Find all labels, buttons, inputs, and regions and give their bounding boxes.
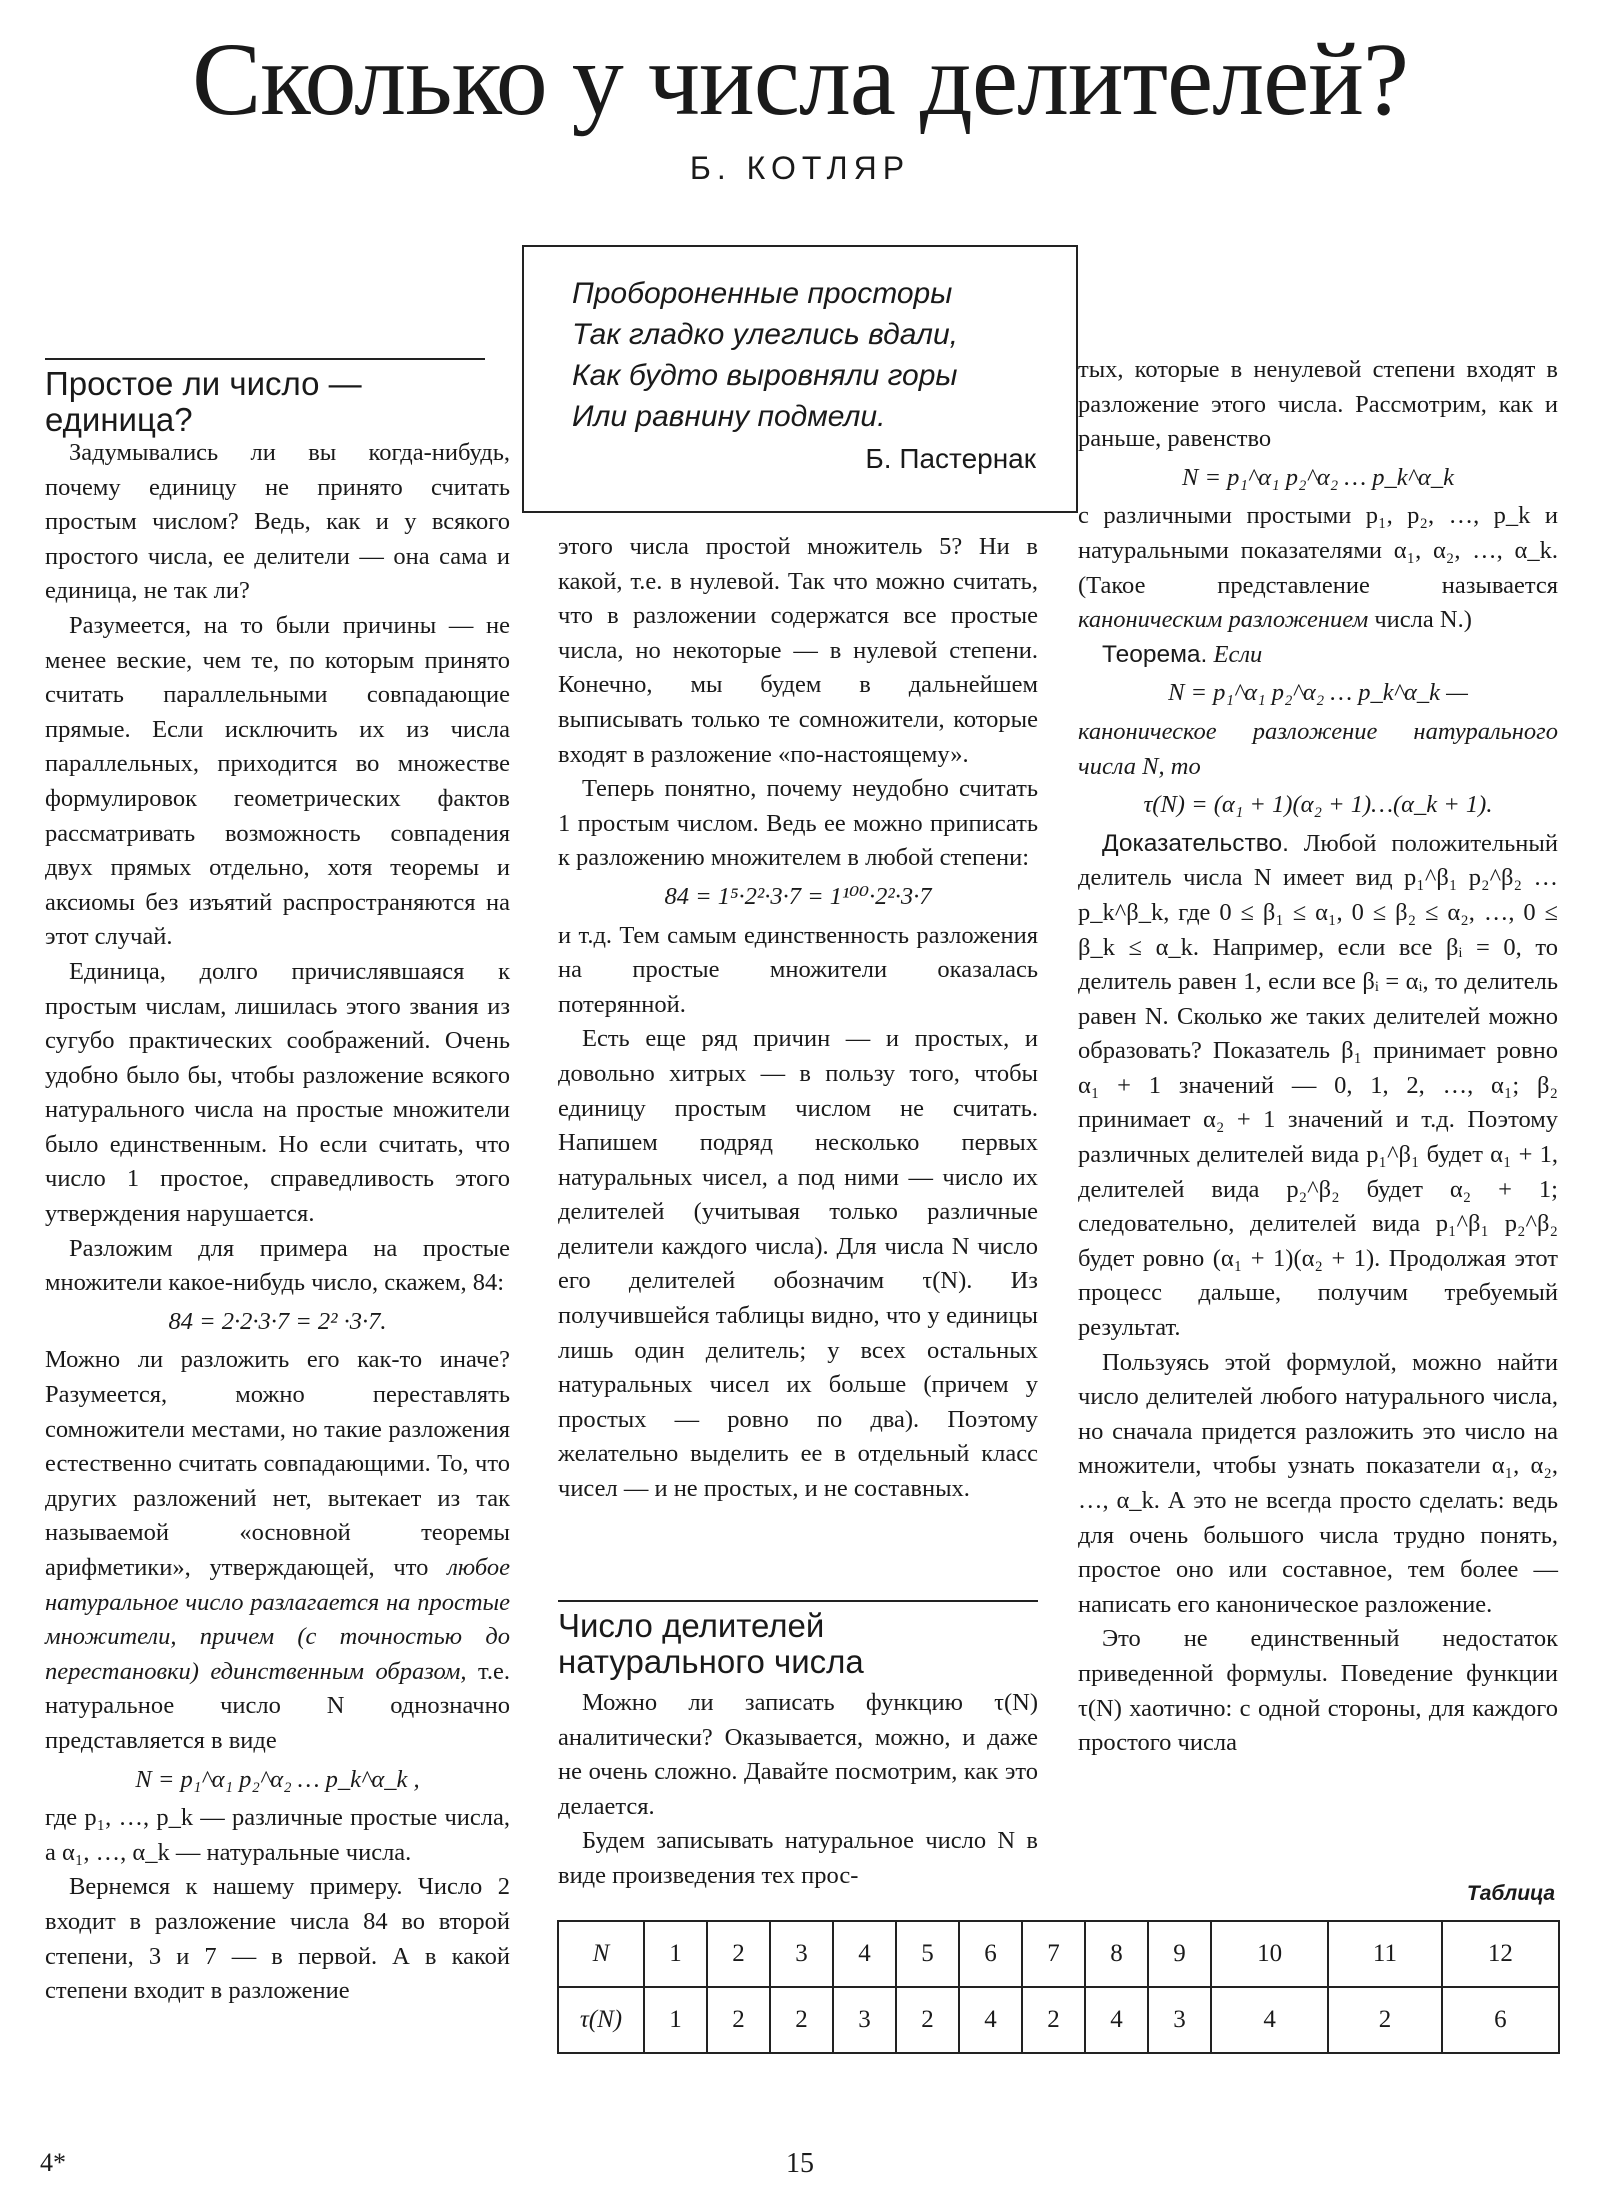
epigraph-box xyxy=(522,245,1078,513)
paragraph: Единица, долго причислявшаяся к простым числам, лишилась этого звания из сугубо практических соображений. Очень удобно было бы, чтобы разложение всякого натурального числа на простые множители было единственным. Но если считать, что число 1 простое, справедливость этого утверждения нарушается. xyxy=(45,957,510,1228)
table-cell: 7 xyxy=(1022,1921,1085,1987)
epigraph-author: Б. Пастернак xyxy=(865,443,1036,474)
formula-84: 84 = 2·2·3·7 = 2² ·3·7. xyxy=(168,1307,387,1335)
article-author: Б. КОТЛЯР xyxy=(689,150,911,186)
paragraph: где p₁, …, p_k — различные простые числа, а α₁, …, α_k — натуральные числа. xyxy=(45,1804,510,1866)
paragraph: Можно ли разложить его как-то иначе? Разумеется, можно переставлять сомножители местами, но такие разложения естественно считать совпадающими. То, что других разложений нет, вытекает из так называемой «основной теоремы арифметики», утверждающей, что любое натуральное число разлагается на простые множители, причем (с точностью до перестановки) единственным образом, т.е. натуральное число N однозначно представляется в виде xyxy=(45,1346,510,1754)
table-cell: 4 xyxy=(1085,1987,1148,2053)
paragraph: Теперь понятно, почему неудобно считать 1 простым числом. Ведь ее можно приписать к разложению множителем в любой степени: xyxy=(558,775,1038,872)
epigraph-poem xyxy=(572,273,958,437)
epigraph-line: Пробороненные просторы xyxy=(572,277,953,310)
formula-theorem: N = p₁^α₁ p₂^α₂ … p_k^α_k — xyxy=(1168,679,1468,707)
table-cell: 2 xyxy=(1022,1987,1085,2053)
table-header-cell: N xyxy=(558,1921,644,1987)
formula-ones: 84 = 1⁵·2²·3·7 = 1¹⁰⁰·2²·3·7 xyxy=(664,882,932,910)
table-cell: 6 xyxy=(1442,1987,1559,2053)
paragraph: с различными простыми p₁, p₂, …, p_k и натуральными показателями α₁, α₂, …, α_k. (Такое представление называется каноническим разложением числа N.) xyxy=(1078,502,1558,634)
paragraph: Разумеется, на то были причины — не менее веские, чем те, по которым принято считать параллельными совпадающие прямые. Если исключить их из числа параллельных, приходится во множестве формулировок геометрических фактов рассматривать возможность совпадения двух прямых отдельно, хотя теоремы и аксиомы без изъятий распространяются на этот случай. xyxy=(45,611,510,951)
paragraph: Задумывались ли вы когда-нибудь, почему единицу не принято считать простым числом? Ведь, как и у всякого простого числа, ее делители — она сама и единица, не так ли? xyxy=(45,439,510,605)
table-cell: 2 xyxy=(707,1987,770,2053)
epigraph-line: Как будто выровняли горы xyxy=(572,359,958,392)
table-caption: Таблица xyxy=(1466,1882,1555,1905)
column-right xyxy=(1078,353,1558,1761)
theorem: Теорема. Если xyxy=(1102,640,1263,668)
table-cell: 4 xyxy=(959,1987,1022,2053)
paragraph: тых, которые в ненулевой степени входят в разложение этого числа. Рассмотрим, как и раньше, равенство xyxy=(1078,356,1558,453)
table-cell: 8 xyxy=(1085,1921,1148,1987)
section-heading-1: Простое ли число — единица? xyxy=(45,358,485,438)
column-left xyxy=(45,436,510,2009)
table-cell: 4 xyxy=(833,1921,896,1987)
epigraph-line: Или равнину подмели. xyxy=(572,400,886,433)
paragraph: Разложим для примера на простые множители какое-нибудь число, скажем, 84: xyxy=(45,1234,510,1297)
table-cell: 4 xyxy=(1211,1987,1328,2053)
corner-mark: 4* xyxy=(40,2148,66,2177)
paragraph: и т.д. Тем самым единственность разложения на простые множители оказалась потерянной. xyxy=(558,921,1038,1018)
table-cell: 2 xyxy=(1328,1987,1441,2053)
formula-canonical-2: N = p₁^α₁ p₂^α₂ … p_k^α_k xyxy=(1182,463,1454,491)
article-title: Сколько у числа делителей? xyxy=(191,22,1409,137)
table-cell: 3 xyxy=(1148,1987,1211,2053)
table-cell: 2 xyxy=(896,1987,959,2053)
table-cell: 6 xyxy=(959,1921,1022,1987)
paragraph: Можно ли записать функцию τ(N) аналитически? Оказывается, можно, и даже не очень сложно. Давайте посмотрим, как это делается. xyxy=(558,1689,1038,1820)
formula-canonical: N = p₁^α₁ p₂^α₂ … p_k^α_k , xyxy=(135,1765,420,1793)
table-cell: 5 xyxy=(896,1921,959,1987)
paragraph: Вернемся к нашему примеру. Число 2 входит в разложение числа 84 во второй степени, 3 и 7 — в первой. А в какой степени входит в разложение xyxy=(45,1873,510,2005)
paragraph: этого числа простой множитель 5? Ни в какой, т.е. в нулевой. Так что можно считать, что в разложении содержатся все простые числа, но некоторые — в нулевой степени. Конечно, мы будем в дальнейшем выписывать только те сомножители, которые входят в разложение «по-настоящему». xyxy=(558,533,1038,768)
table-cell: 12 xyxy=(1442,1921,1559,1987)
table-cell: 3 xyxy=(770,1921,833,1987)
table-row-tau xyxy=(558,1987,1559,2053)
table-cell: 3 xyxy=(833,1987,896,2053)
column-middle-lower xyxy=(558,1686,1038,1894)
table-header-cell: τ(N) xyxy=(558,1987,644,2053)
table-cell: 11 xyxy=(1328,1921,1441,1987)
paragraph: Пользуясь этой формулой, можно найти число делителей любого натурального числа, но сначала придется разложить это число на множители, чтобы узнать показатели α₁, α₂, …, α_k. А это не всегда просто сделать: ведь для очень большого числа трудно понять, простое оно или составное, тем более — написать его каноническое разложение. xyxy=(1078,1348,1558,1618)
theorem-text: каноническое разложение натурального числа N, то xyxy=(1078,717,1558,780)
paragraph: Будем записывать натуральное число N в виде произведения тех прос- xyxy=(558,1827,1038,1889)
paragraph: Есть еще ряд причин — и простых, и довольно хитрых — в пользу того, чтобы единицу простым числом не считать. Напишем подряд несколько первых натуральных чисел, а под ними — число их делителей (учитывая только различные делители каждого числа). Для числа N число его делителей обозначим τ(N). Из получившейся таблицы видно, что у единицы лишь один делитель; у всех остальных натуральных чисел их больше (причем у простых — ровно по два). Поэтому желательно выделить ее в отдельный класс чисел — и не простых, и не составных. xyxy=(558,1025,1038,1503)
table-cell: 9 xyxy=(1148,1921,1211,1987)
divisor-table xyxy=(557,1920,1560,2054)
section-heading-2: Число делителей натурального числа xyxy=(558,1600,1038,1680)
table-row-n xyxy=(558,1921,1559,1987)
epigraph-line: Так гладко улеглись вдали, xyxy=(572,318,958,351)
page-number: 15 xyxy=(786,2148,814,2179)
paragraph: Это не единственный недостаток приведенной формулы. Поведение функции τ(N) хаотично: с одной стороны, для каждого простого числа xyxy=(1078,1625,1558,1757)
table-cell: 1 xyxy=(644,1987,707,2053)
proof: Доказательство. Любой положительный делитель числа N имеет вид p₁^β₁ p₂^β₂ … p_k^β_k, где 0 ≤ β₁ ≤ α₁, 0 ≤ β₂ ≤ α₂, …, 0 ≤ β_k ≤ α_k. Например, если все βᵢ = 0, то делитель равен 1, если все βᵢ = αᵢ, то делитель равен N. Сколько же таких делителей можно образовать? Показатель β₁ принимает ровно α₁ + 1 значений — 0, 1, 2, …, α₁; β₂ принимает α₂ + 1 значений и т.д. Поэтому различных делителей вида p₁^β₁ будет α₁ + 1, делителей вида p₂^β₂ будет α₂ + 1; следовательно, делителей вида p₁^β₁ p₂^β₂ будет ровно (α₁ + 1)(α₂ + 1). Продолжая этот процесс дальше, получим требуемый результат. xyxy=(1078,829,1558,1342)
table-cell: 1 xyxy=(644,1921,707,1987)
table-cell: 2 xyxy=(770,1987,833,2053)
column-middle xyxy=(558,530,1038,1507)
table-cell: 2 xyxy=(707,1921,770,1987)
formula-tau: τ(N) = (α₁ + 1)(α₂ + 1)…(α_k + 1). xyxy=(1143,791,1493,819)
table-cell: 10 xyxy=(1211,1921,1328,1987)
